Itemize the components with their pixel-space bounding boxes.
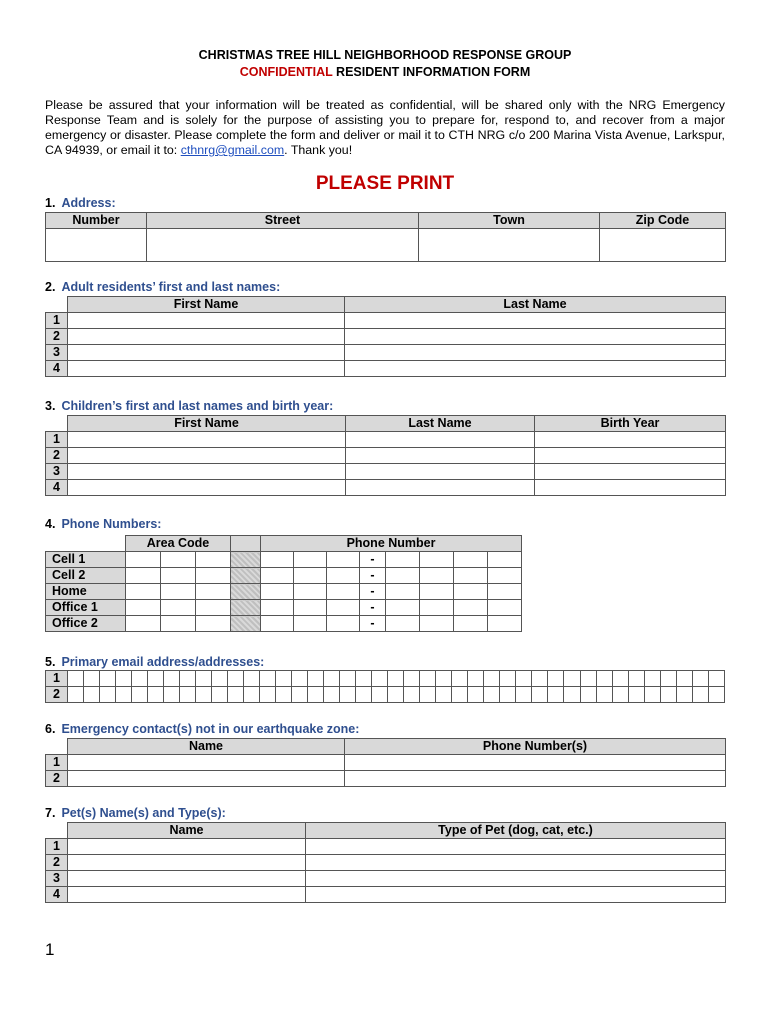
area-code-digit-box[interactable] bbox=[196, 616, 231, 632]
phone-digit-box[interactable] bbox=[386, 552, 420, 568]
col-last-name: Last Name bbox=[345, 297, 726, 313]
area-code-digit-box[interactable] bbox=[126, 616, 161, 632]
email-char-box[interactable] bbox=[436, 671, 452, 687]
phone-digit-box[interactable] bbox=[488, 600, 522, 616]
table-row bbox=[46, 361, 726, 377]
email-char-box[interactable] bbox=[308, 671, 324, 687]
phone-type-label: Cell 1 bbox=[46, 552, 126, 568]
row-number: 2 bbox=[46, 855, 68, 871]
table-row bbox=[46, 345, 726, 361]
email-char-box[interactable] bbox=[676, 687, 692, 703]
section-6-heading bbox=[45, 722, 359, 736]
phone-type-label: Office 2 bbox=[46, 616, 126, 632]
section-number: 3. bbox=[45, 399, 56, 413]
table-row bbox=[46, 616, 522, 632]
email-char-box[interactable] bbox=[452, 687, 468, 703]
phone-digit-box[interactable] bbox=[488, 552, 522, 568]
separator-cell bbox=[231, 616, 261, 632]
col-pet-type: Type of Pet (dog, cat, etc.) bbox=[306, 823, 726, 839]
phone-digit-box[interactable] bbox=[327, 600, 360, 616]
email-char-box[interactable] bbox=[468, 671, 484, 687]
pets-table bbox=[45, 822, 726, 903]
section-number: 5. bbox=[45, 655, 56, 669]
phone-digit-box[interactable] bbox=[327, 616, 360, 632]
phone-digit-box[interactable] bbox=[386, 568, 420, 584]
email-char-box[interactable] bbox=[324, 687, 340, 703]
section-1-heading bbox=[45, 196, 116, 210]
col-first-name: First Name bbox=[68, 416, 346, 432]
table-row bbox=[46, 568, 522, 584]
table-row bbox=[46, 687, 725, 703]
phone-digit-box[interactable] bbox=[454, 616, 488, 632]
section-3-heading bbox=[45, 399, 333, 413]
section-title: Emergency contact(s) not in our earthquake zone: bbox=[61, 722, 360, 736]
phone-dash: - bbox=[360, 568, 386, 584]
adult-first-name-field[interactable] bbox=[68, 361, 345, 377]
table-row bbox=[46, 480, 726, 496]
email-char-box[interactable] bbox=[212, 671, 228, 687]
child-birth-year-field[interactable] bbox=[535, 480, 726, 496]
email-char-box[interactable] bbox=[612, 671, 628, 687]
section-title: Address: bbox=[61, 196, 116, 210]
email-char-box[interactable] bbox=[164, 671, 180, 687]
section-title: Primary email address/addresses: bbox=[61, 655, 265, 669]
email-char-box[interactable] bbox=[228, 687, 244, 703]
address-town-field[interactable] bbox=[419, 229, 600, 262]
child-first-name-field[interactable] bbox=[68, 448, 346, 464]
email-char-box[interactable] bbox=[196, 671, 212, 687]
corner-cell bbox=[46, 416, 68, 432]
email-char-box[interactable] bbox=[132, 671, 148, 687]
email-char-box[interactable] bbox=[404, 687, 420, 703]
phone-digit-box[interactable] bbox=[261, 584, 294, 600]
separator-cell bbox=[231, 584, 261, 600]
phone-digit-box[interactable] bbox=[454, 600, 488, 616]
subtitle-rest: RESIDENT INFORMATION FORM bbox=[332, 65, 531, 79]
contact-phone-field[interactable] bbox=[345, 755, 726, 771]
table-row bbox=[46, 839, 726, 855]
table-row bbox=[46, 871, 726, 887]
adult-last-name-field[interactable] bbox=[345, 313, 726, 329]
email-char-box[interactable] bbox=[180, 671, 196, 687]
row-number: 3 bbox=[46, 871, 68, 887]
email-char-box[interactable] bbox=[580, 687, 596, 703]
col-last-name: Last Name bbox=[346, 416, 535, 432]
table-row bbox=[46, 552, 522, 568]
phone-digit-box[interactable] bbox=[294, 600, 327, 616]
corner-cell bbox=[46, 297, 68, 313]
section-number: 4. bbox=[45, 517, 56, 531]
separator-cell bbox=[231, 536, 261, 552]
phone-digit-box[interactable] bbox=[488, 568, 522, 584]
table-row bbox=[46, 584, 522, 600]
email-char-box[interactable] bbox=[388, 671, 404, 687]
email-char-box[interactable] bbox=[116, 687, 132, 703]
pet-type-field[interactable] bbox=[306, 855, 726, 871]
row-number: 1 bbox=[46, 432, 68, 448]
section-title: Pet(s) Name(s) and Type(s): bbox=[61, 806, 226, 820]
email-char-box[interactable] bbox=[164, 687, 180, 703]
section-title: Phone Numbers: bbox=[61, 517, 162, 531]
row-number: 2 bbox=[46, 771, 68, 787]
pet-name-field[interactable] bbox=[68, 855, 306, 871]
email-char-box[interactable] bbox=[596, 687, 612, 703]
email-link[interactable]: cthnrg@gmail.com bbox=[180, 143, 285, 157]
email-char-box[interactable] bbox=[548, 671, 564, 687]
corner-cell bbox=[46, 739, 68, 755]
phone-digit-box[interactable] bbox=[488, 616, 522, 632]
phone-digit-box[interactable] bbox=[420, 552, 454, 568]
email-char-box[interactable] bbox=[708, 671, 724, 687]
child-last-name-field[interactable] bbox=[346, 464, 535, 480]
email-char-box[interactable] bbox=[260, 687, 276, 703]
email-char-box[interactable] bbox=[436, 687, 452, 703]
col-phone-numbers: Phone Number(s) bbox=[345, 739, 726, 755]
child-last-name-field[interactable] bbox=[346, 480, 535, 496]
email-char-box[interactable] bbox=[324, 671, 340, 687]
email-char-box[interactable] bbox=[340, 687, 356, 703]
email-char-box[interactable] bbox=[484, 671, 500, 687]
separator-cell bbox=[231, 552, 261, 568]
adult-first-name-field[interactable] bbox=[68, 329, 345, 345]
email-char-box[interactable] bbox=[404, 671, 420, 687]
child-last-name-field[interactable] bbox=[346, 432, 535, 448]
col-number: Number bbox=[46, 213, 147, 229]
pet-name-field[interactable] bbox=[68, 839, 306, 855]
page-number: 1 bbox=[45, 940, 55, 959]
table-row bbox=[46, 671, 725, 687]
col-pet-name: Name bbox=[68, 823, 306, 839]
email-char-box[interactable] bbox=[516, 671, 532, 687]
section-title: Adult residents’ first and last names: bbox=[61, 280, 281, 294]
email-char-box[interactable] bbox=[596, 671, 612, 687]
email-char-box[interactable] bbox=[468, 687, 484, 703]
email-char-box[interactable] bbox=[356, 671, 372, 687]
row-number: 2 bbox=[46, 448, 68, 464]
phone-digit-box[interactable] bbox=[386, 600, 420, 616]
email-char-box[interactable] bbox=[532, 671, 548, 687]
section-5-heading bbox=[45, 655, 264, 669]
email-char-box[interactable] bbox=[84, 687, 100, 703]
child-first-name-field[interactable] bbox=[68, 432, 346, 448]
phone-digit-box[interactable] bbox=[327, 552, 360, 568]
col-street: Street bbox=[147, 213, 419, 229]
area-code-digit-box[interactable] bbox=[196, 584, 231, 600]
area-code-digit-box[interactable] bbox=[126, 552, 161, 568]
corner-cell bbox=[46, 823, 68, 839]
email-char-box[interactable] bbox=[388, 687, 404, 703]
separator-cell bbox=[231, 568, 261, 584]
adult-first-name-field[interactable] bbox=[68, 345, 345, 361]
phone-table bbox=[45, 535, 522, 632]
email-char-box[interactable] bbox=[420, 671, 436, 687]
emergency-contacts-table bbox=[45, 738, 726, 787]
confidential-label: CONFIDENTIAL bbox=[239, 65, 333, 79]
email-char-box[interactable] bbox=[644, 687, 660, 703]
email-char-box[interactable] bbox=[148, 687, 164, 703]
child-birth-year-field[interactable] bbox=[535, 448, 726, 464]
phone-digit-box[interactable] bbox=[420, 584, 454, 600]
email-char-box[interactable] bbox=[644, 671, 660, 687]
email-char-box[interactable] bbox=[244, 687, 260, 703]
phone-digit-box[interactable] bbox=[261, 616, 294, 632]
email-char-box[interactable] bbox=[372, 687, 388, 703]
form-subtitle bbox=[0, 65, 770, 79]
phone-digit-box[interactable] bbox=[454, 552, 488, 568]
col-phone-number: Phone Number bbox=[261, 536, 522, 552]
email-char-box[interactable] bbox=[148, 671, 164, 687]
address-number-field[interactable] bbox=[46, 229, 147, 262]
row-number: 3 bbox=[46, 345, 68, 361]
phone-dash: - bbox=[360, 584, 386, 600]
child-first-name-field[interactable] bbox=[68, 464, 346, 480]
table-row bbox=[46, 855, 726, 871]
area-code-digit-box[interactable] bbox=[126, 584, 161, 600]
pet-name-field[interactable] bbox=[68, 871, 306, 887]
phone-digit-box[interactable] bbox=[327, 584, 360, 600]
adult-last-name-field[interactable] bbox=[345, 345, 726, 361]
table-row bbox=[46, 313, 726, 329]
phone-digit-box[interactable] bbox=[327, 568, 360, 584]
email-char-box[interactable] bbox=[260, 671, 276, 687]
row-number: 1 bbox=[46, 671, 68, 687]
form-title: CHRISTMAS TREE HILL NEIGHBORHOOD RESPONSE GROUP bbox=[198, 48, 572, 62]
email-char-box[interactable] bbox=[116, 671, 132, 687]
phone-digit-box[interactable] bbox=[294, 584, 327, 600]
phone-digit-box[interactable] bbox=[294, 552, 327, 568]
col-area-code: Area Code bbox=[126, 536, 231, 552]
section-number: 1. bbox=[45, 196, 56, 210]
email-char-box[interactable] bbox=[612, 687, 628, 703]
row-number: 1 bbox=[46, 755, 68, 771]
email-char-box[interactable] bbox=[564, 671, 580, 687]
children-table bbox=[45, 415, 726, 496]
email-char-box[interactable] bbox=[420, 687, 436, 703]
email-char-box[interactable] bbox=[452, 671, 468, 687]
intro-paragraph bbox=[45, 98, 725, 158]
email-char-box[interactable] bbox=[692, 671, 708, 687]
child-first-name-field[interactable] bbox=[68, 480, 346, 496]
row-number: 4 bbox=[46, 361, 68, 377]
area-code-digit-box[interactable] bbox=[161, 552, 196, 568]
email-char-box[interactable] bbox=[100, 671, 116, 687]
email-char-box[interactable] bbox=[100, 687, 116, 703]
email-char-box[interactable] bbox=[708, 687, 724, 703]
email-char-box[interactable] bbox=[84, 671, 100, 687]
table-row bbox=[46, 600, 522, 616]
email-char-box[interactable] bbox=[580, 671, 596, 687]
col-first-name: First Name bbox=[68, 297, 345, 313]
phone-digit-box[interactable] bbox=[454, 584, 488, 600]
phone-digit-box[interactable] bbox=[420, 568, 454, 584]
table-row bbox=[46, 755, 726, 771]
child-birth-year-field[interactable] bbox=[535, 464, 726, 480]
email-char-box[interactable] bbox=[292, 687, 308, 703]
phone-type-label: Cell 2 bbox=[46, 568, 126, 584]
email-char-box[interactable] bbox=[276, 687, 292, 703]
email-char-box[interactable] bbox=[660, 671, 676, 687]
pet-type-field[interactable] bbox=[306, 887, 726, 903]
area-code-digit-box[interactable] bbox=[161, 600, 196, 616]
phone-type-label: Office 1 bbox=[46, 600, 126, 616]
area-code-digit-box[interactable] bbox=[161, 616, 196, 632]
email-char-box[interactable] bbox=[548, 687, 564, 703]
section-4-heading bbox=[45, 517, 161, 531]
col-town: Town bbox=[419, 213, 600, 229]
email-char-box[interactable] bbox=[292, 671, 308, 687]
table-row bbox=[46, 448, 726, 464]
phone-dash: - bbox=[360, 552, 386, 568]
email-char-box[interactable] bbox=[628, 687, 644, 703]
section-7-heading bbox=[45, 806, 226, 820]
email-char-box[interactable] bbox=[660, 687, 676, 703]
email-char-box[interactable] bbox=[68, 671, 84, 687]
section-2-heading bbox=[45, 280, 280, 294]
col-name: Name bbox=[68, 739, 345, 755]
pet-type-field[interactable] bbox=[306, 871, 726, 887]
email-char-box[interactable] bbox=[500, 671, 516, 687]
phone-digit-box[interactable] bbox=[386, 584, 420, 600]
phone-digit-box[interactable] bbox=[420, 616, 454, 632]
email-char-box[interactable] bbox=[676, 671, 692, 687]
table-row bbox=[46, 432, 726, 448]
row-number: 1 bbox=[46, 313, 68, 329]
row-number: 1 bbox=[46, 839, 68, 855]
contact-name-field[interactable] bbox=[68, 771, 345, 787]
area-code-digit-box[interactable] bbox=[196, 568, 231, 584]
col-birth-year: Birth Year bbox=[535, 416, 726, 432]
phone-dash: - bbox=[360, 616, 386, 632]
child-last-name-field[interactable] bbox=[346, 448, 535, 464]
table-row bbox=[46, 329, 726, 345]
email-char-box[interactable] bbox=[308, 687, 324, 703]
row-number: 3 bbox=[46, 464, 68, 480]
email-char-box[interactable] bbox=[532, 687, 548, 703]
section-number: 6. bbox=[45, 722, 56, 736]
address-zip-field[interactable] bbox=[600, 229, 726, 262]
adults-table bbox=[45, 296, 726, 377]
email-char-box[interactable] bbox=[356, 687, 372, 703]
please-print-heading: PLEASE PRINT bbox=[315, 173, 455, 194]
phone-digit-box[interactable] bbox=[294, 568, 327, 584]
area-code-digit-box[interactable] bbox=[126, 600, 161, 616]
email-char-box[interactable] bbox=[244, 671, 260, 687]
email-char-box[interactable] bbox=[212, 687, 228, 703]
pet-name-field[interactable] bbox=[68, 887, 306, 903]
intro-text: Please be assured that your information will be treated as confidential, will be shared only with the NRG Emergency Response Team and is solely for the purpose of assisting you to prepare for, respond to, and recover from a major emergency or disaster. Please complete the form and deliver or mail it to CTH NRG c/o 200 Marina Vista Avenue, Larkspur, CA 94939, or email it to: bbox=[45, 98, 725, 157]
address-table bbox=[45, 212, 726, 262]
area-code-digit-box[interactable] bbox=[196, 552, 231, 568]
corner-cell bbox=[46, 536, 126, 552]
row-number: 2 bbox=[46, 687, 68, 703]
phone-digit-box[interactable] bbox=[261, 600, 294, 616]
phone-digit-box[interactable] bbox=[488, 584, 522, 600]
separator-cell bbox=[231, 600, 261, 616]
email-char-box[interactable] bbox=[500, 687, 516, 703]
contact-phone-field[interactable] bbox=[345, 771, 726, 787]
phone-digit-box[interactable] bbox=[261, 568, 294, 584]
email-char-box[interactable] bbox=[196, 687, 212, 703]
adult-last-name-field[interactable] bbox=[345, 329, 726, 345]
phone-digit-box[interactable] bbox=[386, 616, 420, 632]
phone-digit-box[interactable] bbox=[261, 552, 294, 568]
row-number: 4 bbox=[46, 887, 68, 903]
contact-name-field[interactable] bbox=[68, 755, 345, 771]
email-char-box[interactable] bbox=[68, 687, 84, 703]
table-row bbox=[46, 771, 726, 787]
email-char-box[interactable] bbox=[484, 687, 500, 703]
email-char-box[interactable] bbox=[372, 671, 388, 687]
pet-type-field[interactable] bbox=[306, 839, 726, 855]
row-number: 4 bbox=[46, 480, 68, 496]
phone-dash: - bbox=[360, 600, 386, 616]
table-row bbox=[46, 464, 726, 480]
intro-thanks: . Thank you! bbox=[284, 143, 353, 157]
table-row bbox=[46, 887, 726, 903]
adult-first-name-field[interactable] bbox=[68, 313, 345, 329]
email-char-box[interactable] bbox=[628, 671, 644, 687]
child-birth-year-field[interactable] bbox=[535, 432, 726, 448]
email-char-box[interactable] bbox=[228, 671, 244, 687]
row-number: 2 bbox=[46, 329, 68, 345]
area-code-digit-box[interactable] bbox=[161, 584, 196, 600]
email-char-box[interactable] bbox=[516, 687, 532, 703]
section-title: Children’s first and last names and birth year: bbox=[61, 399, 334, 413]
section-number: 2. bbox=[45, 280, 56, 294]
email-table bbox=[45, 670, 725, 703]
email-char-box[interactable] bbox=[132, 687, 148, 703]
email-char-box[interactable] bbox=[180, 687, 196, 703]
phone-digit-box[interactable] bbox=[454, 568, 488, 584]
col-zip: Zip Code bbox=[600, 213, 726, 229]
area-code-digit-box[interactable] bbox=[161, 568, 196, 584]
email-char-box[interactable] bbox=[276, 671, 292, 687]
phone-type-label: Home bbox=[46, 584, 126, 600]
address-street-field[interactable] bbox=[147, 229, 419, 262]
section-number: 7. bbox=[45, 806, 56, 820]
area-code-digit-box[interactable] bbox=[196, 600, 231, 616]
email-char-box[interactable] bbox=[340, 671, 356, 687]
email-char-box[interactable] bbox=[564, 687, 580, 703]
phone-digit-box[interactable] bbox=[420, 600, 454, 616]
phone-digit-box[interactable] bbox=[294, 616, 327, 632]
area-code-digit-box[interactable] bbox=[126, 568, 161, 584]
email-char-box[interactable] bbox=[692, 687, 708, 703]
adult-last-name-field[interactable] bbox=[345, 361, 726, 377]
